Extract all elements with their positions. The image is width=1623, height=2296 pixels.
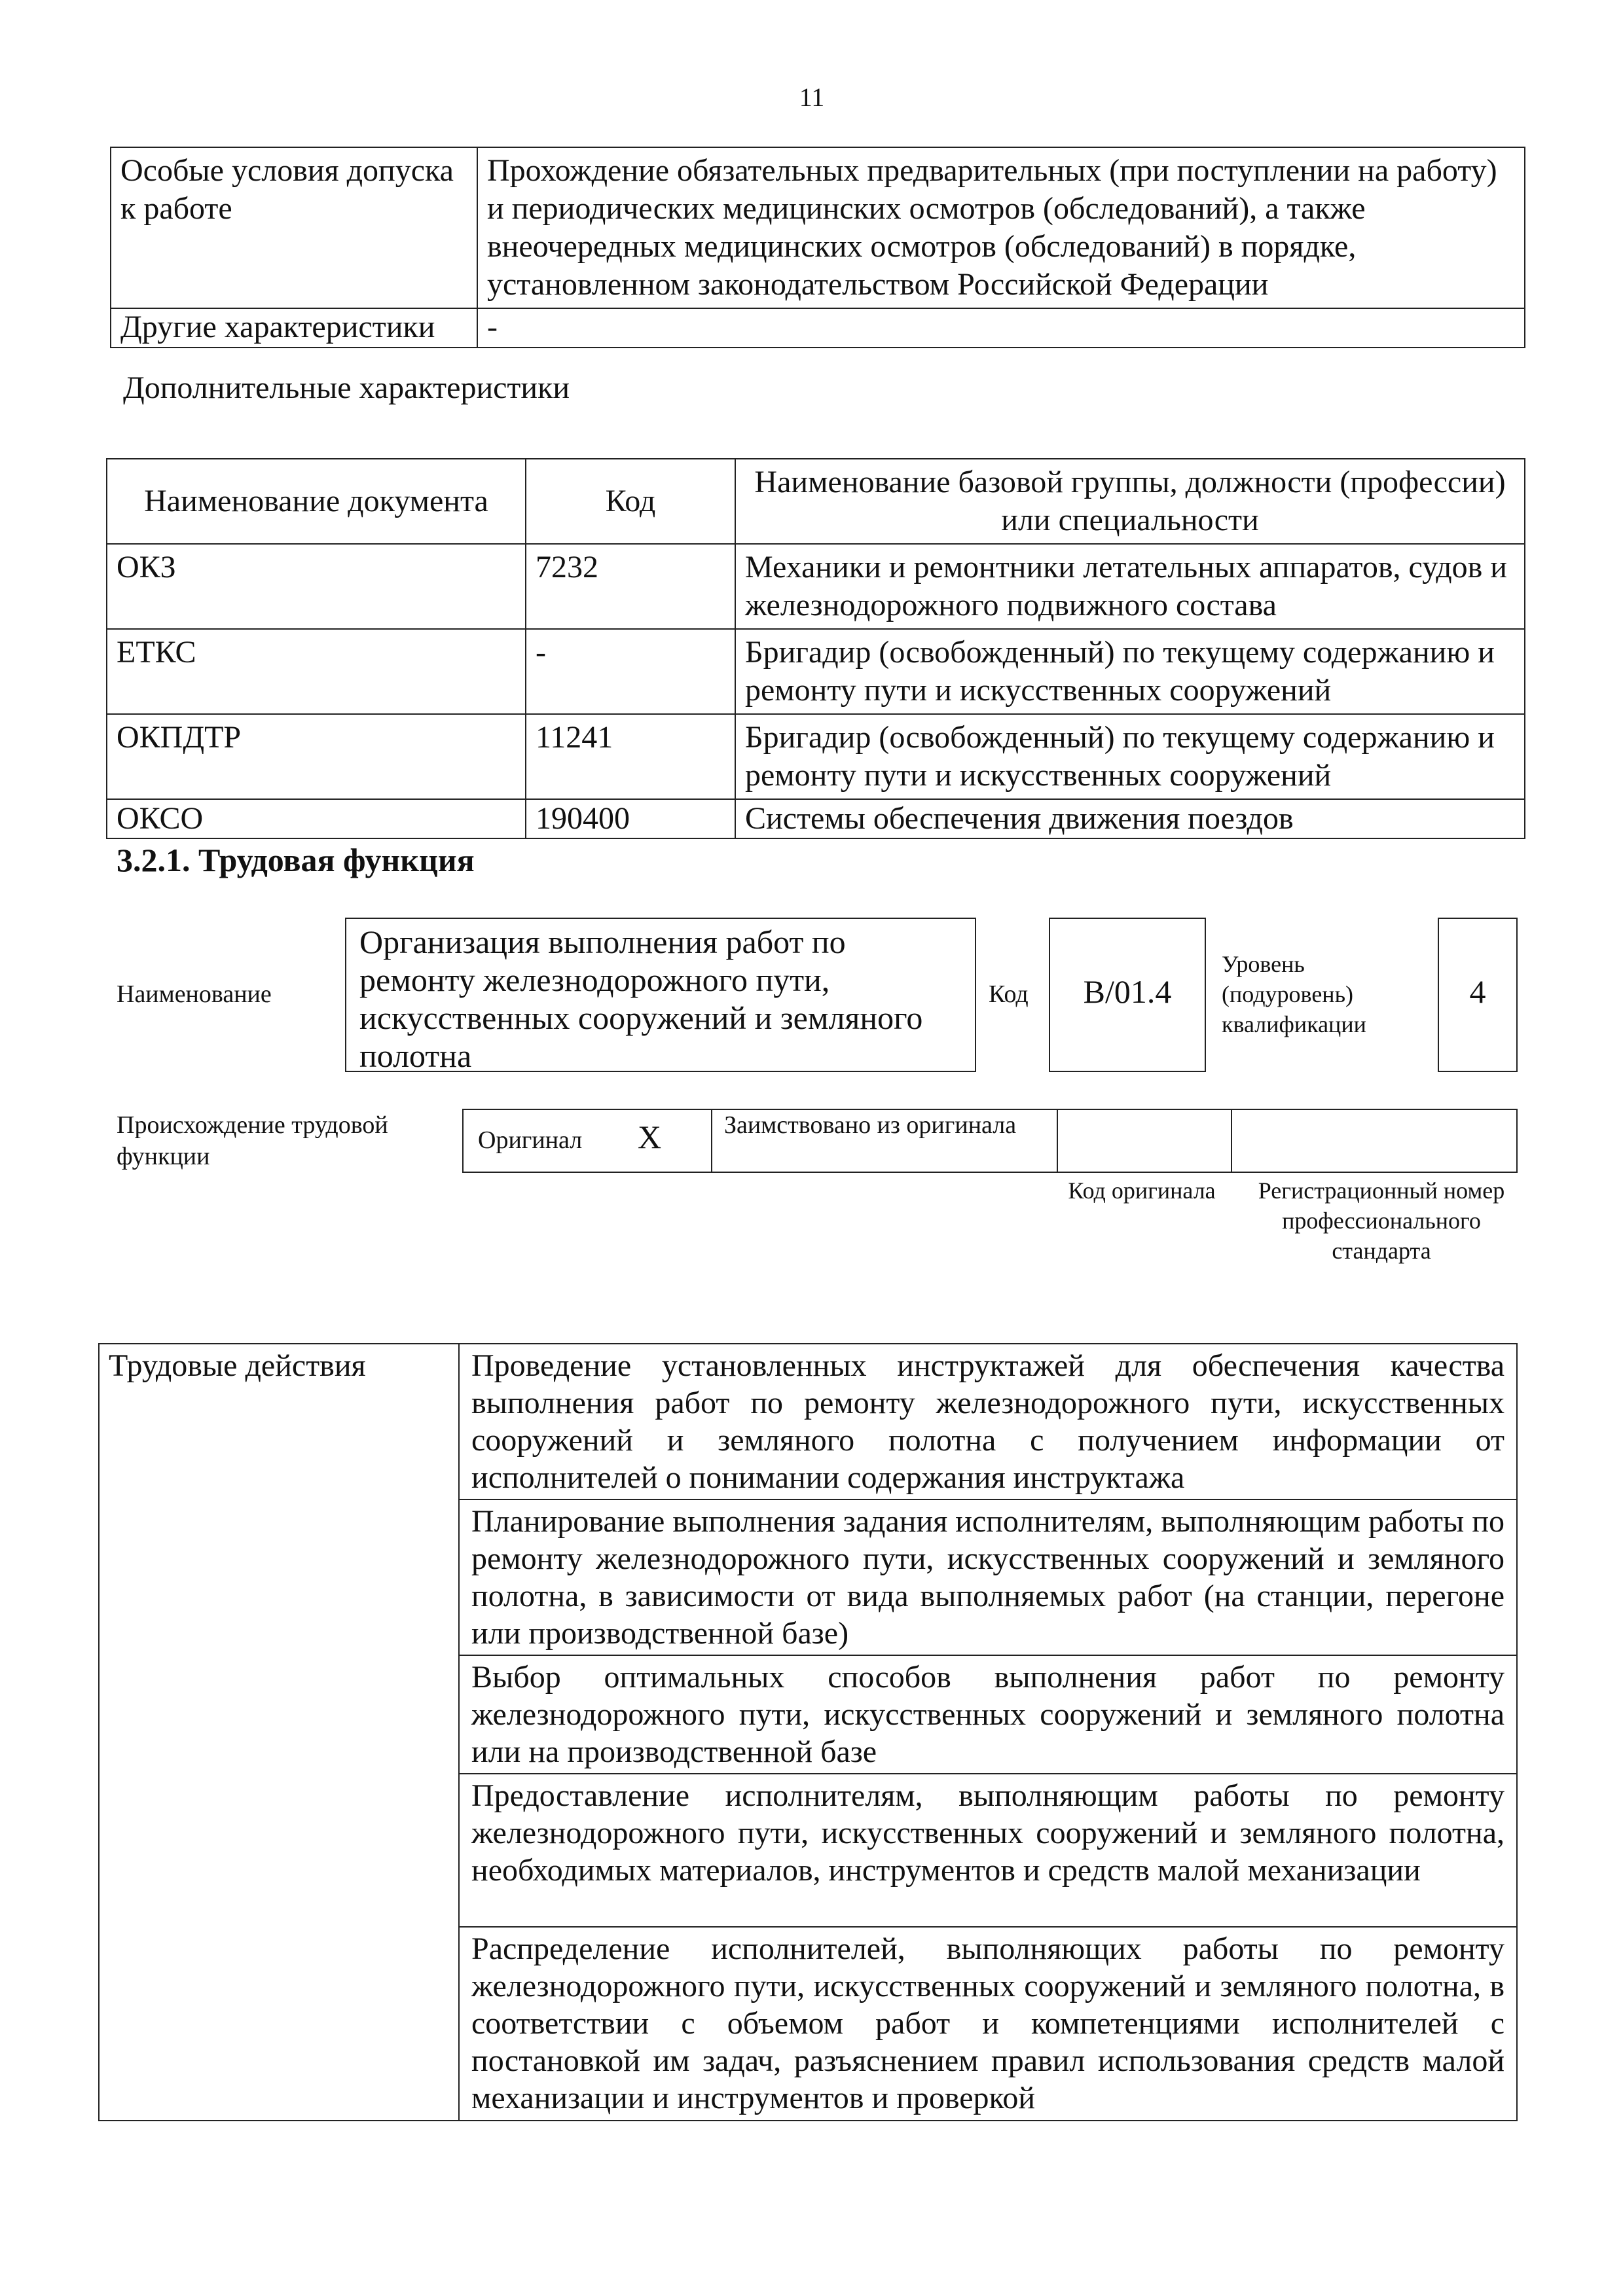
labor-actions-table xyxy=(98,1343,1518,2121)
header-document: Наименование документа xyxy=(107,459,526,544)
divider xyxy=(1231,1110,1232,1173)
function-name: Организация выполнения работ по ремонту железнодорожного пути, искусственных сооружений и земляного полотна xyxy=(359,924,923,1074)
original-label: Оригинал xyxy=(478,1126,583,1154)
level-box xyxy=(1438,918,1518,1072)
conditions-table xyxy=(110,147,1525,348)
original-code-caption: Код оригинала xyxy=(1068,1177,1216,1204)
origin-label: Происхождение трудовой функции xyxy=(117,1111,388,1170)
row-label: Особые условия допуска к работе xyxy=(111,147,477,308)
row-value: Прохождение обязательных предварительных (при поступлении на работу) и периодических медицинских осмотров (обследований), а также внеочередных медицинских осмотров (обследований) в порядке, установленном законодательством Российской Федерации xyxy=(477,147,1525,308)
cell-code: 190400 xyxy=(526,799,735,838)
labor-action-item: Проведение установленных инструктажей для обеспечения качества выполнения работ по ремонту железнодорожного пути, искусственных сооружений и земляного полотна с получением информации от исполнителей о понимании содержания инструктажа xyxy=(459,1344,1517,1499)
table-row xyxy=(111,147,1525,308)
labor-action-item: Выбор оптимальных способов выполнения работ по ремонту железнодорожного пути, искусственных сооружений и земляного полотна или на производственной базе xyxy=(459,1655,1517,1774)
cell-document: ОКПДТР xyxy=(107,714,526,799)
registration-number-caption: Регистрационный номер профессионального стандарта xyxy=(1258,1177,1505,1264)
row-label: Другие характеристики xyxy=(111,308,477,348)
function-name-box xyxy=(345,918,976,1072)
labor-action-item: Планирование выполнения задания исполнителям, выполняющим работы по ремонту железнодорожного пути, искусственных сооружений и земляного полотна, в зависимости от вида выполняемых работ (на станции, перегоне или производственной базе) xyxy=(459,1499,1517,1655)
page-number: 11 xyxy=(799,82,825,112)
table-row xyxy=(99,1344,1517,1499)
section-heading: 3.2.1. Трудовая функция xyxy=(117,842,475,878)
cell-document: ОКЗ xyxy=(107,544,526,629)
origin-row xyxy=(462,1109,1518,1173)
cell-document: ЕТКС xyxy=(107,629,526,714)
table-row xyxy=(107,629,1525,714)
cell-code: - xyxy=(526,629,735,714)
cell-name: Системы обеспечения движения поездов xyxy=(735,799,1525,838)
labor-actions-label: Трудовые действия xyxy=(99,1344,459,2121)
cell-code: 11241 xyxy=(526,714,735,799)
table-row xyxy=(107,544,1525,629)
additional-characteristics-title: Дополнительные характеристики xyxy=(123,370,570,405)
cell-code: 7232 xyxy=(526,544,735,629)
cell-name: Механики и ремонтники летательных аппаратов, судов и железнодорожного подвижного состава xyxy=(735,544,1525,629)
code-label: Код xyxy=(989,980,1029,1008)
code-box xyxy=(1049,918,1206,1072)
cell-document: ОКСО xyxy=(107,799,526,838)
level-value: 4 xyxy=(1469,973,1486,1010)
table-header-row xyxy=(107,459,1525,544)
header-code: Код xyxy=(526,459,735,544)
divider xyxy=(1057,1110,1058,1173)
table-row xyxy=(111,308,1525,348)
row-value: - xyxy=(477,308,1525,348)
level-label: Уровень (подуровень) квалификации xyxy=(1222,951,1366,1037)
table-row xyxy=(107,714,1525,799)
code-value: В/01.4 xyxy=(1083,973,1172,1010)
cell-name: Бригадир (освобожденный) по текущему содержанию и ремонту пути и искусственных сооружений xyxy=(735,629,1525,714)
cell-name: Бригадир (освобожденный) по текущему содержанию и ремонту пути и искусственных сооружений xyxy=(735,714,1525,799)
labor-action-item: Распределение исполнителей, выполняющих работы по ремонту железнодорожного пути, искусственных сооружений и земляного полотна, в соответствии с объемом работ и компетенциями исполнителей с постановкой им задач, разъяснением правил использования средств малой механизации и инструментов и проверкой xyxy=(459,1927,1517,2121)
borrowed-label: Заимствовано из оригинала xyxy=(724,1111,1017,1139)
additional-characteristics-table xyxy=(106,458,1525,839)
header-name: Наименование базовой группы, должности (профессии) или специальности xyxy=(735,459,1525,544)
labor-action-item: Предоставление исполнителям, выполняющим работы по ремонту железнодорожного пути, искусственных сооружений и земляного полотна, необходимых материалов, инструментов и средств малой механизации xyxy=(459,1774,1517,1927)
divider xyxy=(711,1110,712,1173)
original-mark: X xyxy=(638,1119,662,1155)
table-row xyxy=(107,799,1525,838)
name-label: Наименование xyxy=(117,980,272,1008)
